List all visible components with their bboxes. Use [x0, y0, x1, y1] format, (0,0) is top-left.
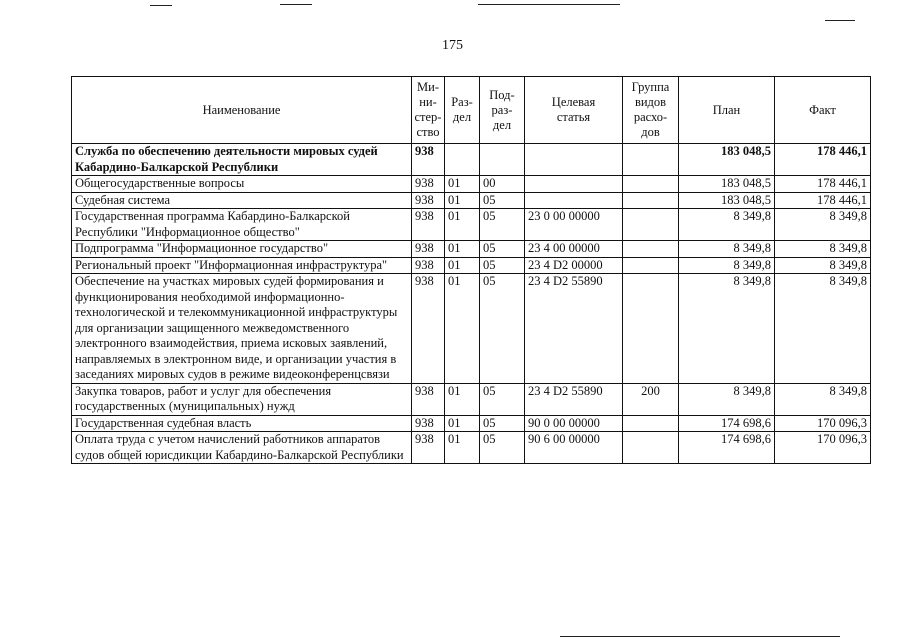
row-target: 90 6 00 00000: [525, 432, 623, 464]
row-plan: 8 349,8: [679, 257, 775, 274]
scan-artifact: [150, 5, 172, 6]
row-group: 200: [623, 383, 679, 415]
row-target: [525, 192, 623, 209]
row-fact: 178 446,1: [775, 176, 871, 193]
row-name: Подпрограмма "Информационное государство": [72, 241, 412, 258]
row-ministry: 938: [412, 192, 445, 209]
row-section: 01: [445, 176, 480, 193]
row-plan: 183 048,5: [679, 176, 775, 193]
table-row: [72, 257, 871, 274]
row-group: [623, 415, 679, 432]
row-section: 01: [445, 383, 480, 415]
row-fact: 178 446,1: [775, 144, 871, 176]
row-group: [623, 241, 679, 258]
row-section: 01: [445, 209, 480, 241]
row-ministry: 938: [412, 415, 445, 432]
row-ministry: 938: [412, 241, 445, 258]
table-row: [72, 144, 871, 176]
row-section: 01: [445, 432, 480, 464]
scan-artifact: [478, 4, 620, 5]
table-row: [72, 432, 871, 464]
row-plan: 174 698,6: [679, 415, 775, 432]
row-plan: 8 349,8: [679, 383, 775, 415]
row-section: [445, 144, 480, 176]
header-ministry: Ми- ни- стер- ство: [412, 77, 445, 144]
row-name: Региональный проект "Информационная инфраструктура": [72, 257, 412, 274]
row-subsection: 05: [480, 415, 525, 432]
row-ministry: 938: [412, 274, 445, 384]
scan-artifact: [560, 636, 840, 637]
row-subsection: 05: [480, 432, 525, 464]
row-subsection: 05: [480, 274, 525, 384]
row-section: 01: [445, 415, 480, 432]
table-row: [72, 241, 871, 258]
row-plan: 8 349,8: [679, 241, 775, 258]
row-subsection: 05: [480, 209, 525, 241]
row-name: Обеспечение на участках мировых судей формирования и функционирования необходимой информационно-технологической и телекоммуникационной инфраструктуры для организации защищенного межведомственного электронного взаимодействия, приема исковых заявлений, направляемых в электронном виде, и организации участия в заседаниях мировых судов в режиме видеоконференцсвязи: [72, 274, 412, 384]
row-target: 23 4 D2 55890: [525, 274, 623, 384]
row-group: [623, 274, 679, 384]
row-subsection: [480, 144, 525, 176]
row-fact: 170 096,3: [775, 432, 871, 464]
page-number: 175: [442, 38, 463, 53]
row-subsection: 00: [480, 176, 525, 193]
row-ministry: 938: [412, 209, 445, 241]
row-fact: 8 349,8: [775, 274, 871, 384]
row-ministry: 938: [412, 144, 445, 176]
header-fact: Факт: [775, 77, 871, 144]
row-target: 23 0 00 00000: [525, 209, 623, 241]
row-group: [623, 144, 679, 176]
row-name: Общегосударственные вопросы: [72, 176, 412, 193]
row-name: Закупка товаров, работ и услуг для обеспечения государственных (муниципальных) нужд: [72, 383, 412, 415]
row-section: 01: [445, 192, 480, 209]
table-row: [72, 415, 871, 432]
row-fact: 8 349,8: [775, 241, 871, 258]
header-section: Раз- дел: [445, 77, 480, 144]
row-target: 23 4 D2 55890: [525, 383, 623, 415]
row-group: [623, 192, 679, 209]
table-row: [72, 274, 871, 384]
row-ministry: 938: [412, 257, 445, 274]
row-subsection: 05: [480, 241, 525, 258]
row-target: 23 4 D2 00000: [525, 257, 623, 274]
row-fact: 8 349,8: [775, 209, 871, 241]
row-ministry: 938: [412, 383, 445, 415]
scan-artifact: [280, 4, 312, 5]
row-section: 01: [445, 257, 480, 274]
row-ministry: 938: [412, 432, 445, 464]
row-group: [623, 432, 679, 464]
header-name: Наименование: [72, 77, 412, 144]
header-target: Целевая статья: [525, 77, 623, 144]
table-row: [72, 192, 871, 209]
row-section: 01: [445, 274, 480, 384]
header-subsection: Под- раз- дел: [480, 77, 525, 144]
row-group: [623, 176, 679, 193]
row-group: [623, 257, 679, 274]
header-plan: План: [679, 77, 775, 144]
row-ministry: 938: [412, 176, 445, 193]
row-fact: 8 349,8: [775, 383, 871, 415]
row-group: [623, 209, 679, 241]
header-row: [72, 77, 871, 144]
row-name: Оплата труда с учетом начислений работников аппаратов судов общей юрисдикции Кабардино-Балкарской Республики: [72, 432, 412, 464]
row-target: [525, 144, 623, 176]
header-expense-group: Группа видов расхо- дов: [623, 77, 679, 144]
table-row: [72, 209, 871, 241]
row-plan: 183 048,5: [679, 192, 775, 209]
table-row: [72, 383, 871, 415]
row-plan: 8 349,8: [679, 209, 775, 241]
row-name: Государственная программа Кабардино-Балкарской Республики "Информационное общество": [72, 209, 412, 241]
row-name: Судебная система: [72, 192, 412, 209]
row-plan: 174 698,6: [679, 432, 775, 464]
row-section: 01: [445, 241, 480, 258]
row-target: [525, 176, 623, 193]
row-fact: 178 446,1: [775, 192, 871, 209]
row-fact: 170 096,3: [775, 415, 871, 432]
row-target: 90 0 00 00000: [525, 415, 623, 432]
row-subsection: 05: [480, 257, 525, 274]
row-plan: 183 048,5: [679, 144, 775, 176]
row-fact: 8 349,8: [775, 257, 871, 274]
row-subsection: 05: [480, 383, 525, 415]
row-plan: 8 349,8: [679, 274, 775, 384]
budget-table: [71, 76, 871, 464]
row-subsection: 05: [480, 192, 525, 209]
scan-artifact: [825, 20, 855, 21]
row-name: Служба по обеспечению деятельности мировых судей Кабардино-Балкарской Республики: [72, 144, 412, 176]
row-target: 23 4 00 00000: [525, 241, 623, 258]
row-name: Государственная судебная власть: [72, 415, 412, 432]
table-row: [72, 176, 871, 193]
